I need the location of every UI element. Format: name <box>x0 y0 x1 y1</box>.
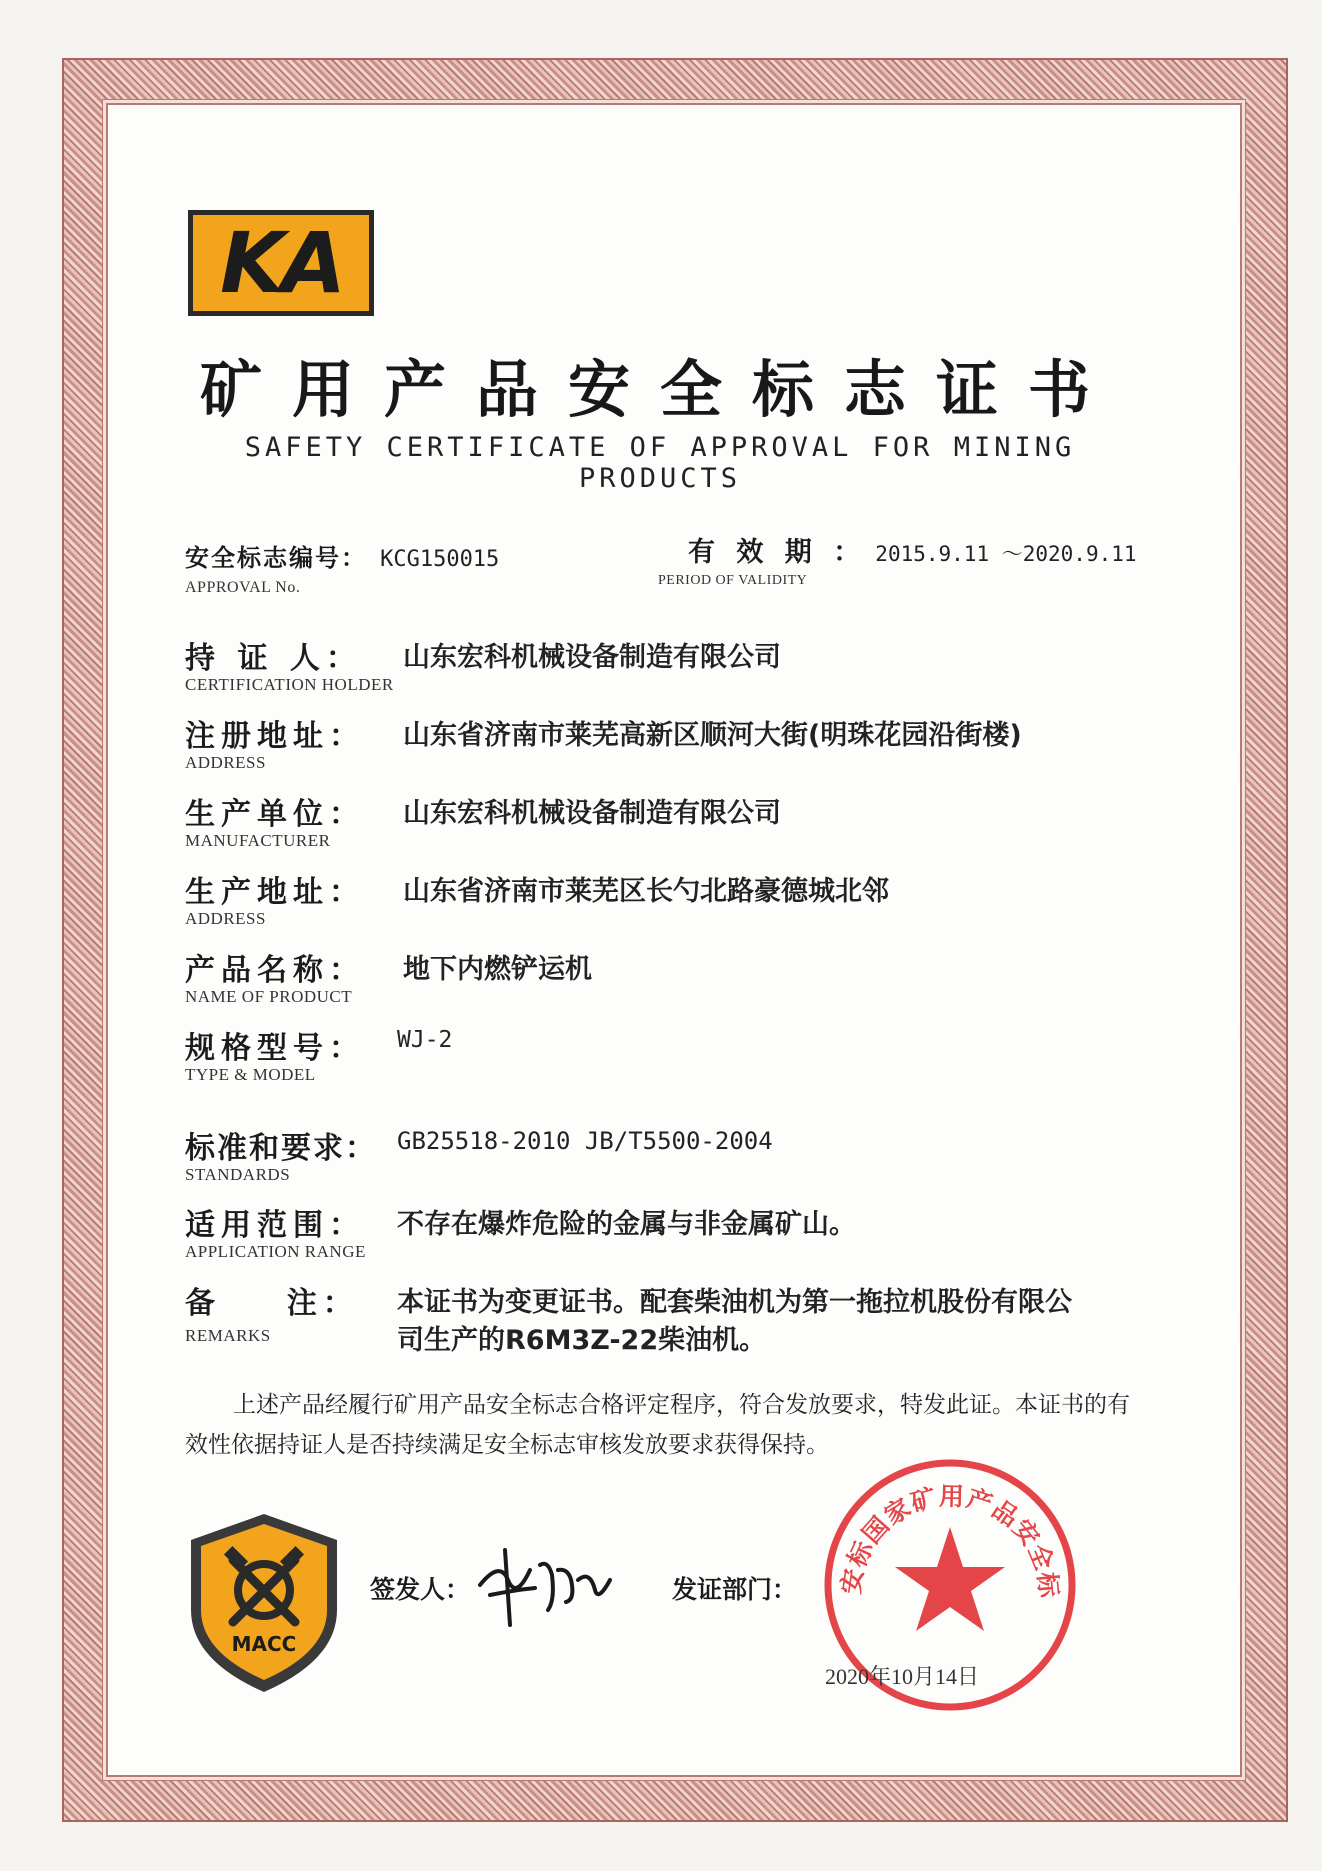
field-label-en: TYPE & MODEL <box>185 1065 316 1084</box>
certificate-statement: 上述产品经履行矿用产品安全标志合格评定程序，符合发放要求，特发此证。本证书的有效性依据持证人是否持续满足安全标志审核发放要求获得保持。 <box>185 1392 1130 1458</box>
field-label-en: ADDRESS <box>185 753 266 772</box>
signature <box>470 1540 620 1634</box>
field-label: 生产地址： <box>185 875 365 910</box>
validity-label-en: PERIOD OF VALIDITY <box>658 573 808 588</box>
approval-no-value: KCG150015 <box>380 547 500 572</box>
field-value-line2: 司生产的R6M3Z-22柴油机。 <box>397 1325 767 1356</box>
field-value: 本证书为变更证书。配套柴油机为第一拖拉机股份有限公 <box>397 1287 1072 1318</box>
field-label: 适用范围： <box>185 1208 365 1243</box>
field-value: 山东宏科机械设备制造有限公司 <box>403 798 781 829</box>
approval-no-label: 安全标志编号： <box>185 544 367 572</box>
field-value: 不存在爆炸危险的金属与非金属矿山。 <box>397 1209 856 1240</box>
field-label-en: APPLICATION RANGE <box>185 1242 366 1261</box>
ka-logo <box>188 210 374 316</box>
field-label: 生产单位： <box>185 797 365 832</box>
validity-label: 有 效 期 ： <box>688 537 867 568</box>
field-label: 注册地址： <box>185 719 365 754</box>
title-chinese: 矿用产品安全标志证书 <box>199 353 1120 426</box>
field-label: 产品名称： <box>185 953 365 988</box>
field-label: 标准和要求： <box>185 1131 377 1166</box>
handwritten-signature-icon <box>470 1540 620 1630</box>
macc-emblem <box>185 1510 343 1696</box>
field-value: 山东省济南市莱芜高新区顺河大街(明珠花园沿街楼) <box>403 720 1022 751</box>
field-label-en: REMARKS <box>185 1326 271 1345</box>
field-label-en: MANUFACTURER <box>185 831 331 850</box>
field-value: GB25518-2010 JB/T5500-2004 <box>397 1127 773 1155</box>
validity-value: 2015.9.11 ～2020.9.11 <box>875 542 1137 566</box>
field-label: 规格型号： <box>185 1031 365 1066</box>
approval-no-label-en: APPROVAL No. <box>185 579 301 596</box>
signer-label: 签发人： <box>370 1575 471 1604</box>
field-label-en: CERTIFICATION HOLDER <box>185 675 394 694</box>
ka-logo-text: KA <box>219 214 343 312</box>
validity-row <box>658 530 1137 589</box>
field-label-en: STANDARDS <box>185 1165 291 1184</box>
field-value: 山东省济南市莱芜区长勺北路豪德城北邻 <box>403 876 889 907</box>
field-value: 地下内燃铲运机 <box>403 954 592 985</box>
macc-text: MACC <box>231 1632 297 1656</box>
issue-date: 2020年10月14日 <box>825 1664 980 1689</box>
svg-text:安标国家矿用产品安全标志中心有限公司: 安标国家矿用产品安全标 <box>836 1481 1064 1600</box>
field-label: 持 证 人： <box>185 641 362 676</box>
field-label-en: ADDRESS <box>185 909 266 928</box>
title-english: SAFETY CERTIFICATE OF APPROVAL FOR MINING PRODUCTS <box>244 432 1076 494</box>
issuing-department-label: 发证部门： <box>672 1575 798 1604</box>
field-label: 备 注： <box>185 1286 359 1321</box>
approval-no-row <box>185 538 499 597</box>
macc-shield-icon <box>185 1510 343 1696</box>
field-value: 山东宏科机械设备制造有限公司 <box>403 642 781 673</box>
field-label-en: NAME OF PRODUCT <box>185 987 353 1006</box>
field-value: WJ-2 <box>397 1027 453 1053</box>
